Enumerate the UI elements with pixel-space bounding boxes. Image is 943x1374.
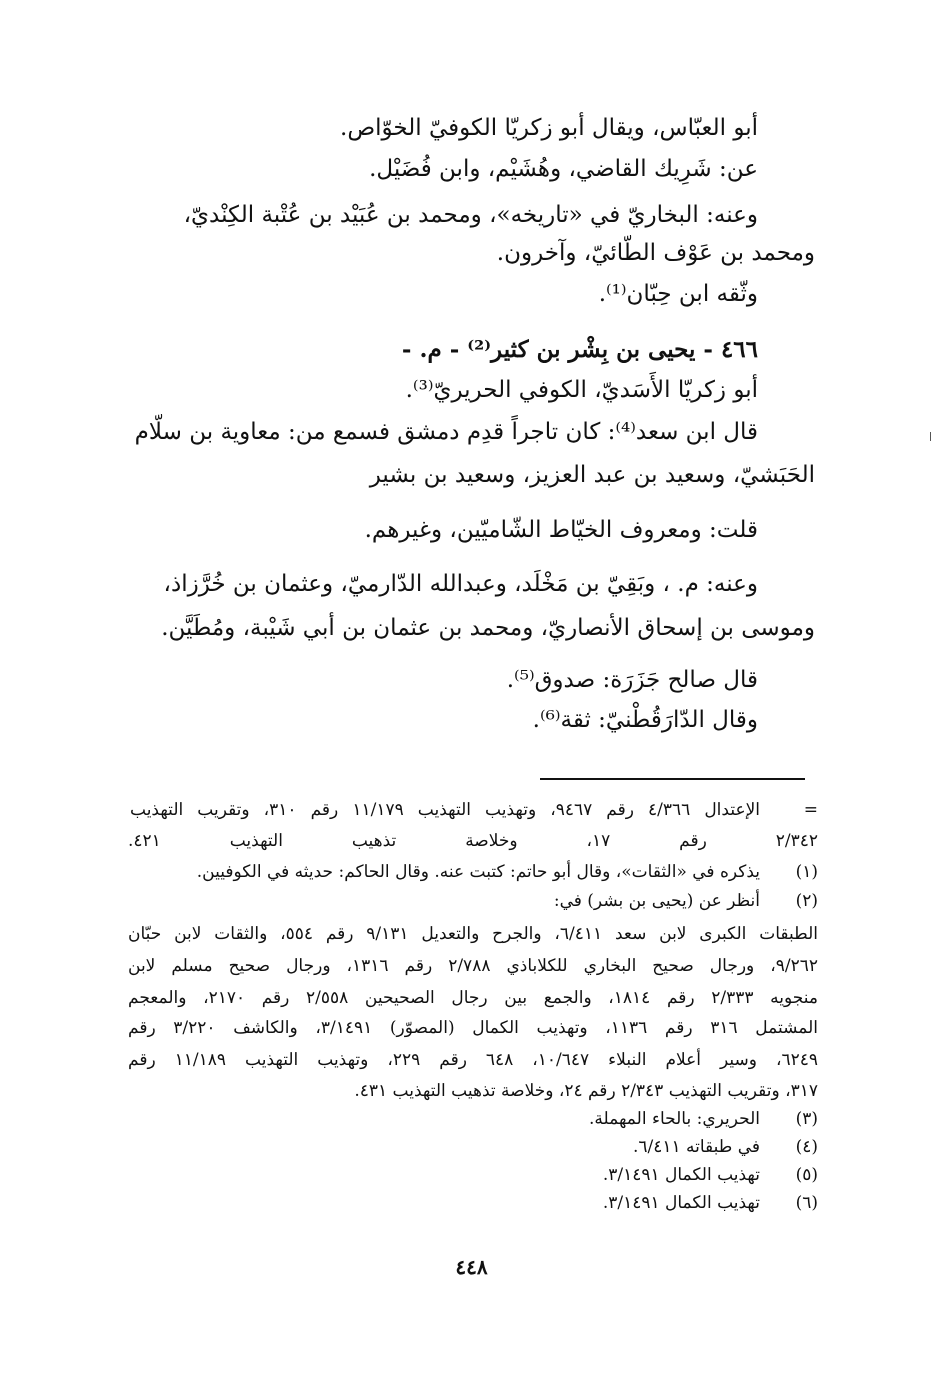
footnote-number: (٤) bbox=[795, 1137, 818, 1157]
footnote-line: ٣١٧، وتقريب التهذيب ٢/٣٤٣ رقم ٢٤، وخلاصة تذهيب التهذيب ٤٣١. bbox=[354, 1081, 818, 1101]
footnote-line: الإعتدال ٤/٣٦٦ رقم ٩٤٦٧، وتهذيب التهذيب ١١/١٧٩ رقم ٣١٠، وتقريب التهذيب bbox=[130, 800, 761, 820]
body-line: قال صالح جَزَرَة: صدوق⁽⁵⁾. bbox=[506, 667, 758, 693]
body-line: وموسى بن إسحاق الأنصاريّ، ومحمد بن عثمان بن أبي شَيْبة، ومُطَيَّن. bbox=[161, 615, 815, 641]
footnote-line: تهذيب الكمال ٣/١٤٩١. bbox=[602, 1193, 760, 1213]
body-line: وعنه: م. ، وبَقِيّ بن مَخْلَد، وعبدالله الدّارميّ، وعثمان بن خُرَّزاذ، bbox=[163, 571, 758, 597]
footnote-divider bbox=[540, 778, 805, 780]
footnote-line: تهذيب الكمال ٣/١٤٩١. bbox=[602, 1165, 760, 1185]
body-line: قال ابن سعد⁽⁴⁾: كان تاجراً قدِم دمشق فسمع من: معاوية بن سلّام bbox=[134, 419, 758, 445]
body-line: قلت: ومعروف الخيّاط الشّاميّين، وغيرهم. bbox=[364, 517, 758, 543]
footnote-number: (٦) bbox=[795, 1193, 818, 1213]
footnote-number: (٢) bbox=[795, 891, 818, 911]
footnote-line: ٢/٣٤٢ رقم ١٧، وخلاصة تذهيب التهذيب ٤٢١. bbox=[128, 831, 818, 851]
footnote-number: (٣) bbox=[795, 1109, 818, 1129]
footnote-line: ٩/٢٦٢، ورجال صحيح البخاري للكلاباذي ٢/٧٨٨ رقم ١٣١٦، ورجال صحيح مسلم لابن bbox=[128, 956, 818, 976]
body-line: الحَبَشيّ، وسعيد بن عبد العزيز، وسعيد بن بشير bbox=[369, 462, 815, 488]
body-line: وعنه: البخاريّ في «تاريخه»، ومحمد بن عُبَيْد بن عُتْبة الكِنْديّ، bbox=[183, 202, 758, 228]
footnote-number: (٥) bbox=[795, 1165, 818, 1185]
footnote-line: يذكره في «الثقات»، وقال أبو حاتم: كتبت عنه. وقال الحاكم: حديثه في الكوفيين. bbox=[196, 862, 760, 882]
footnote-line: أنظر عن (يحيى بن بشر) في: bbox=[553, 891, 760, 911]
footnote-number: (١) bbox=[795, 862, 818, 882]
entry-heading: ٤٦٦ - يحيى بن بِشْر بن كثير⁽²⁾ - م. - bbox=[401, 336, 758, 363]
body-line: أبو العبّاس، ويقال أبو زكريّا الكوفيّ الخوّاص. bbox=[340, 115, 758, 141]
footnote-line: الطبقات الكبرى لابن سعد ٦/٤١١، والجرح والتعديل ٩/١٣١ رقم ٥٥٤، والثقات لابن حبّان bbox=[128, 924, 818, 944]
footnote-line: ٦٢٤٩، وسير أعلام النبلاء ١٠/٦٤٧، ٦٤٨ رقم ٢٢٩، وتهذيب التهذيب ١١/١٨٩ رقم bbox=[128, 1050, 818, 1070]
footnote-line: المشتمل ٣١٦ رقم ١١٣٦، وتهذيب الكمال (المصوّر) ٣/١٤٩١، والكاشف ٣/٢٢٠ رقم bbox=[128, 1018, 818, 1038]
body-line: أبو زكريّا الأَسَديّ، الكوفي الحريريّ⁽³⁾. bbox=[405, 377, 758, 403]
footnote-line: في طبقاته ٦/٤١١. bbox=[632, 1137, 760, 1157]
footnote-line: الحريري: بالحاء المهملة. bbox=[589, 1109, 760, 1129]
footnote-line: منجويه ٢/٣٣٣ رقم ١٨١٤، والجمع بين رجال الصحيحين ٢/٥٥٨ رقم ٢١٧٠، والمعجم bbox=[128, 988, 818, 1008]
body-line: ومحمد بن عَوْف الطّائيّ، وآخرون. bbox=[496, 240, 815, 266]
body-line: وقال الدّارَقُطْنيّ: ثقة⁽⁶⁾. bbox=[532, 707, 758, 733]
page-number: ٤٤٨ bbox=[455, 1255, 488, 1279]
footnote-continuation-mark: = bbox=[803, 800, 818, 820]
body-line: وثّقه ابن حِبّان⁽¹⁾. bbox=[598, 281, 758, 307]
margin-mark bbox=[930, 432, 931, 441]
body-line: عن: شَرِيك القاضي، وهُشَيْم، وابن فُضَيْل. bbox=[369, 156, 758, 182]
